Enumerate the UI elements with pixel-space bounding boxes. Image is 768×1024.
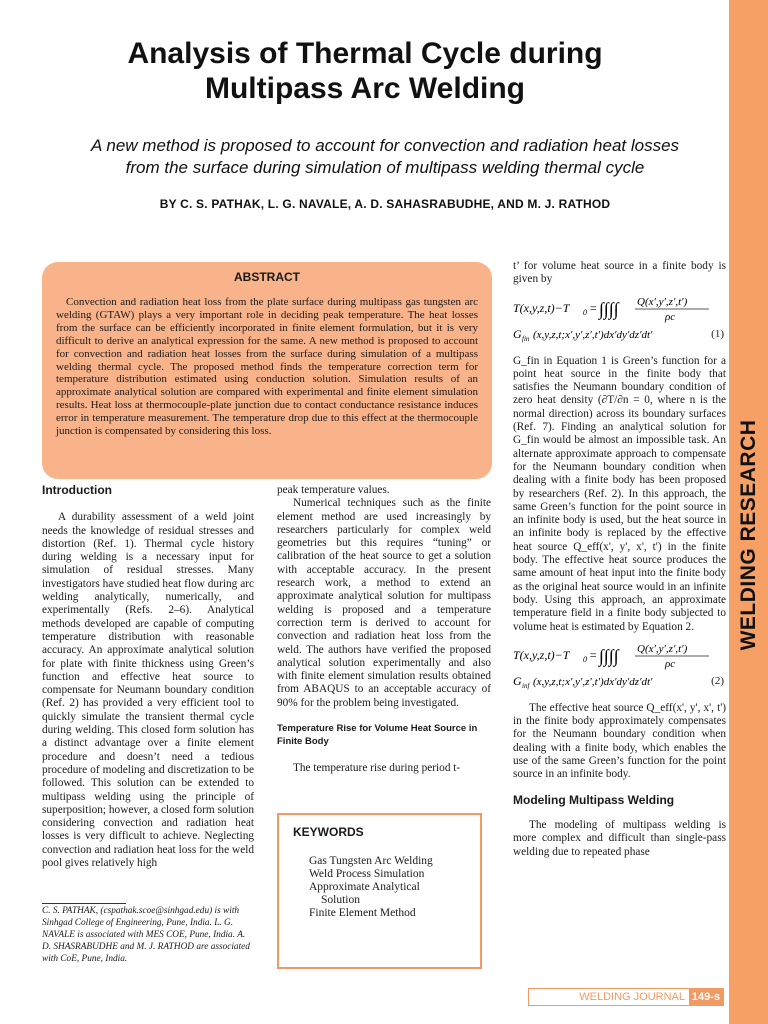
column-3 xyxy=(513,260,726,859)
author-byline: BY C. S. PATHAK, L. G. NAVALE, A. D. SAHASRABUDHE, AND M. J. RATHOD xyxy=(159,197,611,211)
equation-1 xyxy=(513,295,726,345)
equation-2-graphic xyxy=(513,642,725,692)
title-line-2: Multipass Arc Welding xyxy=(204,72,526,105)
footnote-divider xyxy=(42,903,126,904)
svg-text:Q(x′,y′,z′,t′): Q(x′,y′,z′,t′) xyxy=(637,295,688,308)
col3-paragraph-1: t’ for volume heat source in a finite body is given by xyxy=(513,260,726,286)
keywords-box xyxy=(277,813,482,969)
abstract-title: ABSTRACT xyxy=(234,270,300,284)
svg-text:T(x,y,z,t)−T: T(x,y,z,t)−T xyxy=(513,647,570,662)
subtitle-line-1: A new method is proposed to account for convection and radiation heat losses xyxy=(90,136,680,155)
page-number: 149-s xyxy=(689,989,723,1005)
svg-text:∫∫∫∫: ∫∫∫∫ xyxy=(599,298,619,319)
svg-text:Q(x′,y′,z′,t′): Q(x′,y′,z′,t′) xyxy=(637,642,688,655)
keyword-item: Solution xyxy=(321,894,360,906)
section-heading-modeling: Modeling Multipass Welding xyxy=(513,792,675,807)
subtitle-line-2: from the surface during simulation of multipass welding thermal cycle xyxy=(125,158,645,177)
svg-text:inf: inf xyxy=(522,681,530,690)
abstract-text: Convection and radiation heat loss from the plate surface during multipass gas tungsten arc welding (GTAW) plays a very important role in deciding peak temperature. The heat losses from the surface can be efficiently incorporated in finite element formulation, but it is very difficult to derive an analytical expression for the same. A new method is proposed to account for convection and radiation heat losses from the surface during simulation of a multipass welding thermal cycle. The proposed method finds the temperature correction term for temperature distribution estimated using conduction solution. Simulation results of an approximate analytical solution are compared with experimental and finite element simulation results. Heat loss at thermocouple-plate junction due to contact conductance resistance induces error in temperature measurement. The temperature drop due to this effect at the thermocouple junction is compensated by considering this loss. xyxy=(56,296,478,438)
svg-text:(x,y,z,t;x′,y′,z′,t′)dx′dy′dz′: (x,y,z,t;x′,y′,z′,t′)dx′dy′dz′dt′ xyxy=(533,328,653,341)
column-1 xyxy=(42,484,254,870)
section-subheading-temperature-rise: Temperature Rise for Volume Heat Source in Finite Body xyxy=(277,723,478,748)
column-2 xyxy=(277,484,491,775)
intro-paragraph: A durability assessment of a weld joint needs the knowledge of residual stresses and distortion (Ref. 1). Thermal cycle history during welding is a necessary input for simulation of residual stresses. Many investigators have studied heat flow during arc welding analytically, numerically, and experimentally (Refs. 2–6). Analytical methods developed are capable of computing temperature distribution with reasonable accuracy. An approximate analytical solution for plate with finite thickness using Green’s function and effective heat source to compensate for Neumann boundary condition (Ref. 2) has provided a very efficient tool to quickly simulate the transient thermal cycle during welding. This closed form solution has a distinct advantage over a finite element procedure and doesn’t need a tedious procedure of modeling and discretization to be followed. This solution can be extended to multipass welding using the principle of superposition; however, a closed form solution considering convection and radiation heat losses is very difficult to achieve. Neglecting convection and radiation heat loss for the weld pool gives relatively high xyxy=(42,511,254,870)
equation-1-number: (1) xyxy=(711,327,724,340)
keyword-item: Approximate Analytical xyxy=(309,881,420,893)
col2-paragraph-3: The temperature rise during period t- xyxy=(293,762,461,775)
section-label: WELDING RESEARCH xyxy=(737,419,760,651)
svg-text:T(x,y,z,t)−T: T(x,y,z,t)−T xyxy=(513,300,570,315)
keyword-item: Weld Process Simulation xyxy=(309,868,425,880)
abstract-box xyxy=(42,262,492,479)
svg-text:fin: fin xyxy=(522,334,530,343)
keyword-item: Gas Tungsten Arc Welding xyxy=(309,855,433,867)
journal-name: WELDING JOURNAL xyxy=(579,991,685,1003)
page-footer xyxy=(528,988,724,1006)
keyword-item: Finite Element Method xyxy=(309,907,416,919)
col2-paragraph-1: peak temperature values. xyxy=(277,484,390,496)
article-subtitle xyxy=(40,135,730,179)
col3-paragraph-3: The effective heat source Q_eff(x', y', x', t') in the finite body approximately compensates for the Neumann boundary condition when dealing with a finite body, which enables the use of the same Green’s function for the point source in an infinite body. xyxy=(513,701,726,781)
col3-paragraph-2: G_fin in Equation 1 is Green’s function for a point heat source in the finite body that satisfies the Neumann boundary condition of zero heat density (∂T/∂n = 0, where n is the normal direction) across its boundary surfaces (Ref. 7). Finding an analytical solution for G_fin would be almost an impossible task. An alternate approximate approach to compensate for the Neumann boundary condition when dealing with a finite body has been proposed by researchers (Ref. 2). In this approach, the same Green’s function for the point source in an infinite body is used, but the heat source in an infinite body is replaced by the effective heat source Q_eff(x', y', x', t') in the finite body. The effective heat source produces the same amount of heat input into the finite body as the original heat source would in an infinite body. Using this approach, an approximate temperature field in a finite body subjected to volume heat is estimated by Equation 2. xyxy=(513,354,726,633)
svg-text:ρc: ρc xyxy=(665,657,676,670)
title-line-1: Analysis of Thermal Cycle during xyxy=(127,37,603,70)
col2-paragraph-2: Numerical techniques such as the finite element method are used increasingly by researchers particularly for complex weld geometries but this requires “tuning” or calibration of the heat source to get a solution with acceptable accuracy. In the present research work, a method to extend an approximate analytical solution for multipass welding is proposed and a temperature correction term is derived to account for convection and radiation heat loss from the weld. The authors have verified the proposed analytical solution experimentally and also with finite element simulation results obtained from ABAQUS to an acceptable accuracy of 90% for the problem being investigated. xyxy=(277,497,491,709)
equation-1-graphic xyxy=(513,295,725,345)
svg-text:0: 0 xyxy=(583,654,587,664)
keywords-title: KEYWORDS xyxy=(293,825,364,839)
col3-paragraph-4: The modeling of multipass welding is more complex and difficult than single-pass welding due to repeated phase xyxy=(513,818,726,858)
article-title xyxy=(40,36,690,106)
svg-text:G: G xyxy=(513,673,522,688)
svg-text:G: G xyxy=(513,326,522,341)
svg-text:(x,y,z,t;x′,y′,z′,t′)dx′dy′dz′: (x,y,z,t;x′,y′,z′,t′)dx′dy′dz′dt′ xyxy=(533,675,653,688)
svg-text:∫∫∫∫: ∫∫∫∫ xyxy=(599,645,619,666)
svg-text:=: = xyxy=(589,647,598,662)
equation-2-number: (2) xyxy=(711,674,724,687)
equation-2 xyxy=(513,642,726,692)
svg-text:0: 0 xyxy=(583,307,587,317)
svg-text:ρc: ρc xyxy=(665,310,676,323)
svg-text:=: = xyxy=(589,300,598,315)
author-footnote: C. S. PATHAK, (cspathak.scoe@sinhgad.edu) is with Sinhgad College of Engineering, Pune, India. L. G. NAVALE is associated with MES COE, Pune, India. A. D. SHASRABUDHE and M. J. RATHOD are associated with CoE, Pune, India. xyxy=(42,906,250,964)
section-heading-introduction: Introduction xyxy=(42,483,112,497)
